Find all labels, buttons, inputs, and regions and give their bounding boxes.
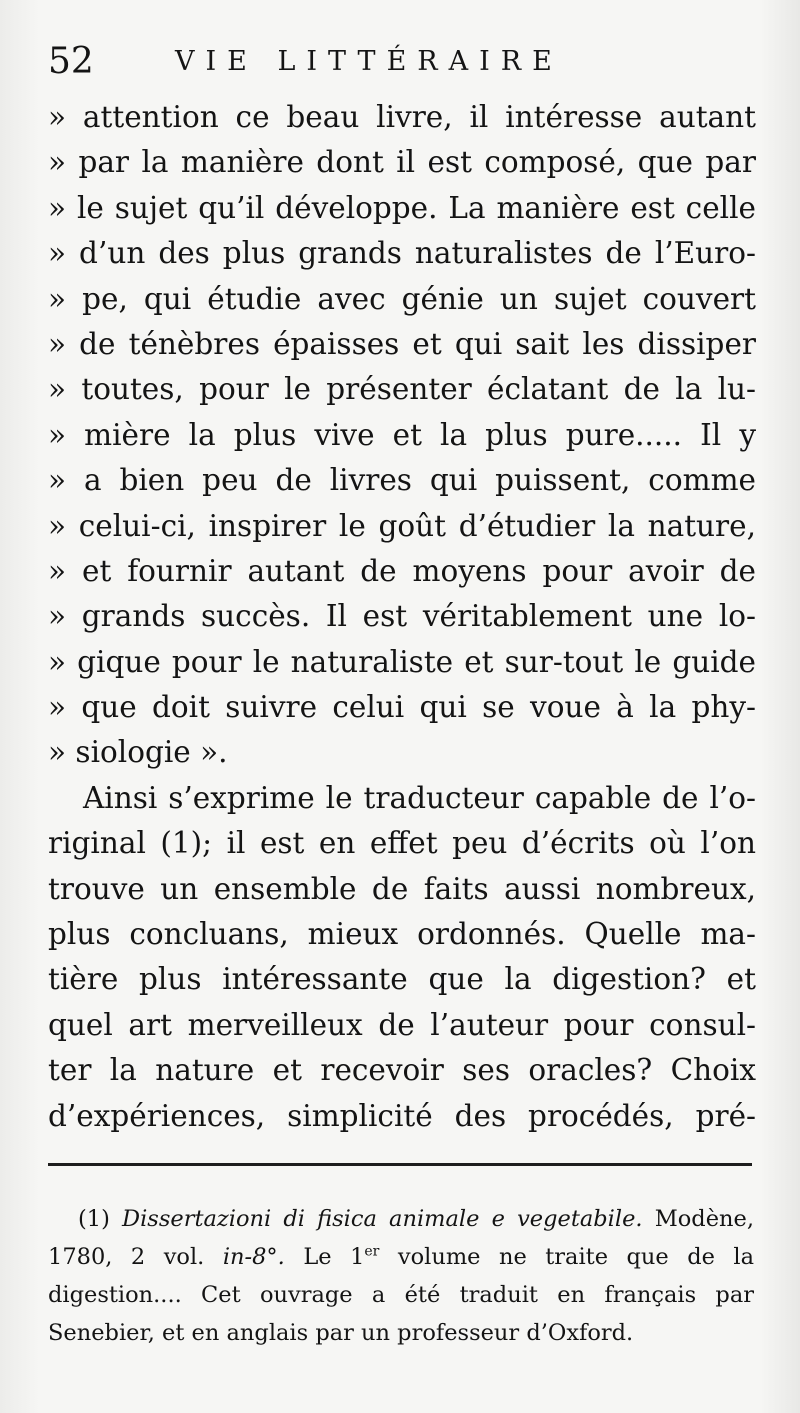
footnote-marker: (1) (78, 1206, 110, 1232)
text-line: Ainsi s’exprime le traducteur capable de l’o- (83, 780, 756, 815)
footnote-line (48, 1238, 754, 1276)
text-line: riginal (1); il est en effet peu d’écrits où l’on (48, 826, 756, 861)
text-line: » par la manière dont il est composé, que par (48, 145, 756, 180)
text-line: » toutes, pour le présenter éclatant de la lu- (48, 372, 756, 407)
footnote-text: Le 1 (303, 1244, 365, 1270)
footnote (48, 1200, 754, 1352)
footnote-rule (48, 1163, 752, 1166)
text-line: » de ténèbres épaisses et qui sait les dissiper (48, 326, 756, 361)
text-line: » que doit suivre celui qui se voue à la phy- (48, 690, 756, 725)
footnote-text: Modène, (654, 1206, 754, 1232)
text-line: » pe, qui étudie avec génie un sujet couvert (48, 281, 756, 316)
text-line: plus concluans, mieux ordonnés. Quelle ma- (48, 917, 756, 952)
text-line: » attention ce beau livre, il intéresse autant (48, 100, 756, 134)
footnote-line (48, 1200, 754, 1238)
page-number: 52 (48, 41, 94, 82)
footnote-line: digestion.... Cet ouvrage a été traduit en français par (48, 1282, 754, 1308)
text-line: » a bien peu de livres qui puissent, comme (48, 463, 756, 498)
text-line: d’expériences, simplicité des procédés, pré- (48, 1098, 756, 1133)
footnote-text: volume ne traite que de la (397, 1244, 755, 1270)
text-line: » siologie ». (48, 735, 228, 770)
footnote-text: 1780, 2 vol. (48, 1244, 205, 1270)
text-line: » le sujet qu’il développe. La manière est celle (48, 190, 756, 225)
text-line: » mière la plus vive et la plus pure..... Il y (48, 417, 756, 452)
running-head: VIE LITTÉRAIRE (175, 46, 563, 77)
footnote-cited-title: Dissertazioni di fisica animale e vegetabile. (122, 1206, 643, 1232)
text-line: trouve un ensemble de faits aussi nombreux, (48, 871, 756, 906)
text-line: » grands succès. Il est véritablement une lo- (48, 599, 756, 634)
text-line: ter la nature et recevoir ses oracles? Choix (48, 1053, 756, 1088)
text-line: » celui-ci, inspirer le goût d’étudier la nature, (48, 508, 756, 543)
text-line: quel art merveilleux de l’auteur pour consul- (48, 1007, 756, 1042)
footnote-superscript: er (364, 1243, 380, 1260)
footnote-format: in-8°. (222, 1244, 285, 1270)
text-line: » et fournir autant de moyens pour avoir de (48, 553, 756, 588)
text-line: » gique pour le naturaliste et sur-tout le guide (48, 644, 756, 679)
body-text (48, 95, 756, 1139)
text-line: » d’un des plus grands naturalistes de l’Euro- (48, 236, 756, 271)
footnote-line: Senebier, et en anglais par un professeur d’Oxford. (48, 1320, 634, 1346)
page-header (48, 38, 748, 86)
text-line: tière plus intéressante que la digestion? et (48, 962, 756, 997)
